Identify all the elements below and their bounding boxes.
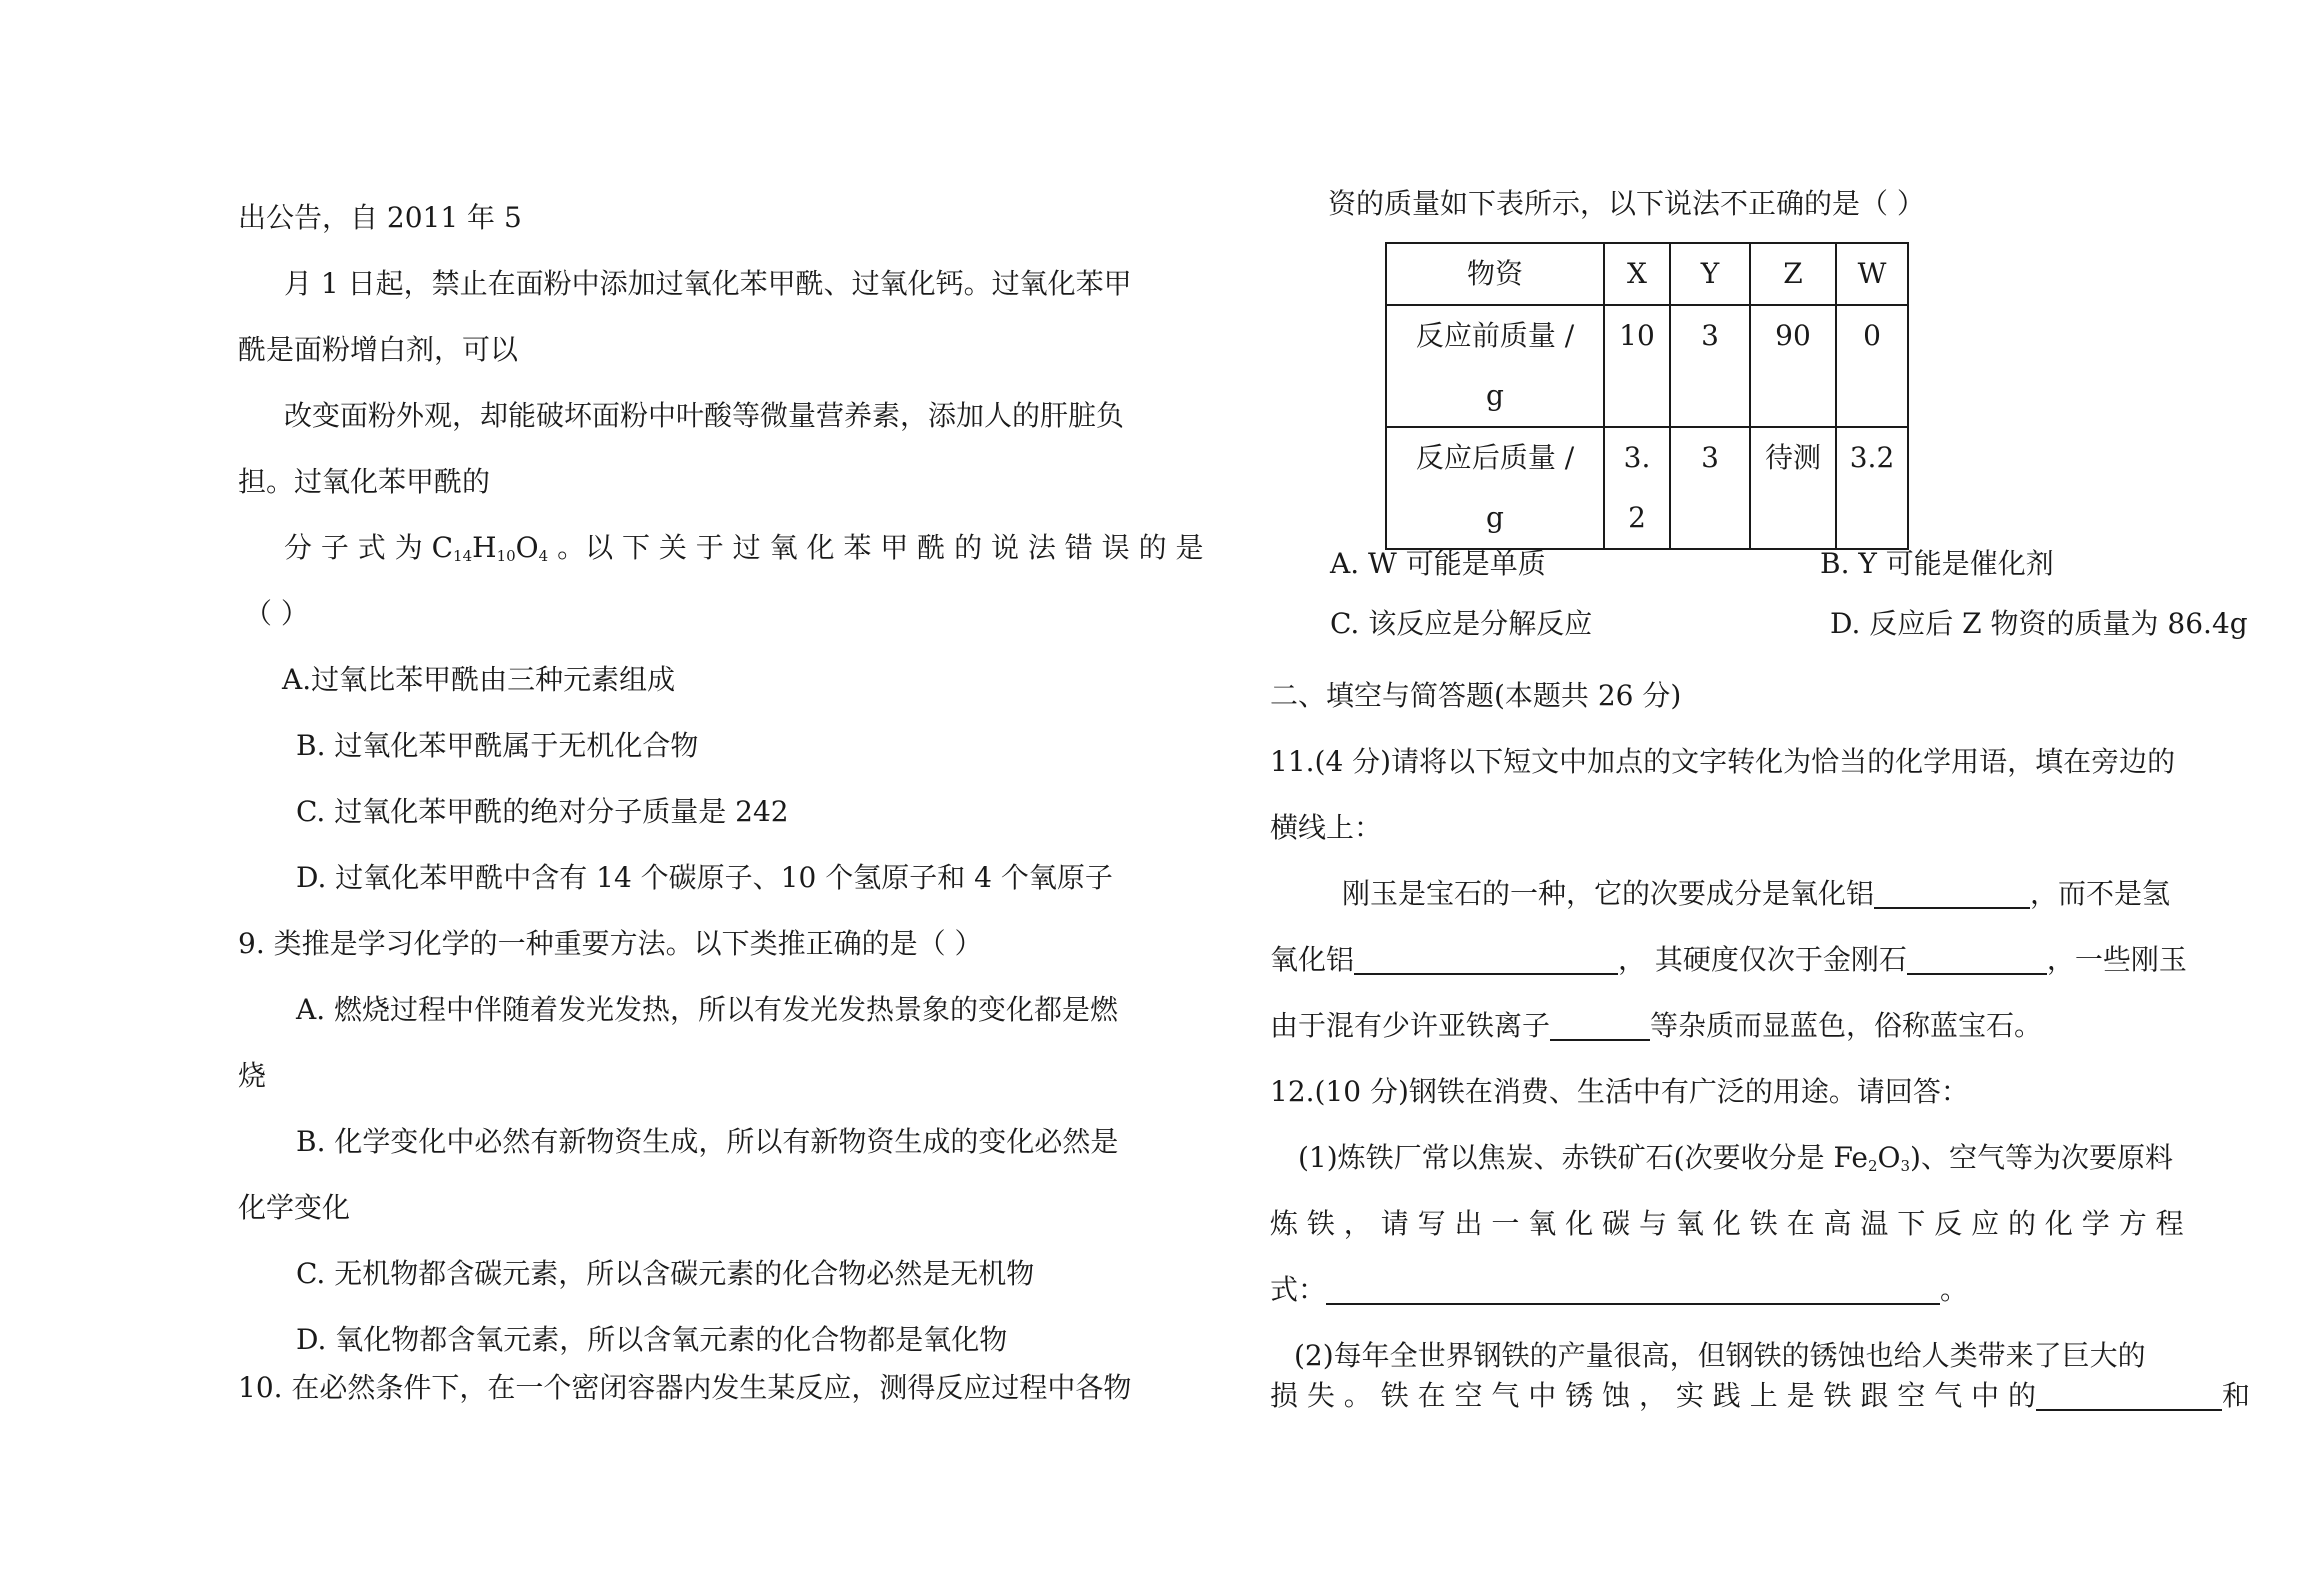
option-a: A.过氧比苯甲酰由三种元素组成: [282, 663, 676, 696]
fill-line: [1270, 1272, 1968, 1308]
text-line: 烧: [238, 1059, 267, 1092]
option-d: D. 氧化物都含氧元素，所以含氧元素的化合物都是氧化物: [296, 1323, 1008, 1356]
table-cell: 3: [1670, 427, 1750, 549]
fill-line: [1270, 942, 2187, 978]
text-span: 分 子 式 为: [284, 531, 432, 564]
text-line: 酰是面粉增白剂，可以: [238, 333, 519, 366]
text-line: 化学变化: [238, 1191, 351, 1224]
answer-blank[interactable]: [1550, 1011, 1650, 1041]
chemical-formula: $C_{14}H_{10}O_4$: [431, 531, 549, 565]
text-span: (1)炼铁厂常以焦炭、赤铁矿石(次要收分是: [1298, 1141, 1834, 1174]
answer-blank[interactable]: [1874, 879, 2030, 909]
text-span: 刚玉是宝石的一种，它的次要成分是氧化铝: [1342, 877, 1875, 910]
formula-line: [284, 530, 1203, 574]
table-cell: 10: [1604, 305, 1670, 427]
option-d: D. 过氧化苯甲酰中含有 14 个碳原子、10 个氢原子和 4 个氧原子: [296, 861, 1113, 894]
text-line: (2)每年全世界钢铁的产量很高，但钢铁的锈蚀也给人类带来了巨大的: [1294, 1339, 2146, 1372]
table-cell: 90: [1750, 305, 1836, 427]
question-9: 9. 类推是学习化学的一种重要方法。以下类推正确的是（ ）: [238, 927, 983, 960]
text-span: 和: [2222, 1379, 2251, 1412]
table-cell: 待测: [1750, 427, 1836, 549]
text-span: 损 失 。 铁 在 空 气 中 锈 蚀 ， 实 践 上 是 铁 跟 空 气 中 的: [1270, 1379, 2037, 1412]
table-cell: 反应后质量 / g: [1386, 427, 1604, 549]
option-a: A. 燃烧过程中伴随着发光发热，所以有发光发热景象的变化都是燃: [296, 993, 1119, 1026]
table-cell: 3: [1670, 305, 1750, 427]
table-header: 物资: [1386, 243, 1604, 305]
answer-blank[interactable]: [1354, 945, 1618, 975]
text-span: ， 其硬度仅次于金刚石: [1618, 943, 1907, 976]
table-header: Z: [1750, 243, 1836, 305]
text-line: 横线上：: [1270, 811, 1383, 844]
text-span: ，而不是氢: [2030, 877, 2171, 910]
text-span: 等杂质而显蓝色，俗称蓝宝石。: [1650, 1009, 2043, 1042]
answer-blank[interactable]: [2036, 1381, 2222, 1411]
table-header: Y: [1670, 243, 1750, 305]
question-11: 11.(4 分)请将以下短文中加点的文字转化为恰当的化学用语，填在旁边的: [1270, 745, 2176, 778]
question-12: 12.(10 分)钢铁在消费、生活中有广泛的用途。请回答：: [1270, 1075, 1969, 1108]
text-span: 。: [1940, 1273, 1969, 1306]
option-c: C. 该反应是分解反应: [1330, 607, 1593, 640]
text-span: 。以 下 关 于 过 氧 化 苯 甲 酰 的 说 法 错 误 的 是: [548, 531, 1204, 564]
formula-line: [1298, 1140, 2173, 1184]
text-span: 氧化铝: [1270, 943, 1355, 976]
text-span: 式：: [1270, 1273, 1327, 1306]
text-line: 资的质量如下表所示，以下说法不正确的是（ ）: [1328, 187, 1925, 220]
fill-line: [1270, 1008, 2042, 1044]
table-header: X: [1604, 243, 1670, 305]
option-b: B. Y 可能是催化剂: [1820, 547, 2054, 580]
table-cell: 3.2: [1836, 427, 1908, 549]
text-line: 月 1 日起，禁止在面粉中添加过氧化苯甲酰、过氧化钙。过氧化苯甲: [284, 267, 1132, 300]
answer-blank[interactable]: [1907, 945, 2047, 975]
option-c: C. 无机物都含碳元素，所以含碳元素的化合物必然是无机物: [296, 1257, 1035, 1290]
option-d: D. 反应后 Z 物资的质量为 86.4g: [1830, 607, 2248, 640]
answer-blank[interactable]: [1326, 1275, 1940, 1305]
fill-line: [1270, 1378, 2250, 1414]
mass-table: [1385, 242, 1909, 550]
chemical-formula: $Fe_2O_3$: [1833, 1141, 1911, 1175]
option-a: A. W 可能是单质: [1330, 547, 1546, 580]
table-cell: 反应前质量 / g: [1386, 305, 1604, 427]
text-span: )、空气等为次要原料: [1910, 1141, 2173, 1174]
question-10: 10. 在必然条件下，在一个密闭容器内发生某反应，测得反应过程中各物: [238, 1371, 1132, 1404]
text-span: 由于混有少许亚铁离子: [1270, 1009, 1551, 1042]
option-b: B. 过氧化苯甲酰属于无机化合物: [296, 729, 699, 762]
text-line: 担。过氧化苯甲酰的: [238, 465, 491, 498]
option-c: C. 过氧化苯甲酰的绝对分子质量是 242: [296, 795, 789, 828]
text-line: 出公告，自 2011 年 5: [238, 201, 522, 234]
text-line: 炼 铁 ， 请 写 出 一 氧 化 碳 与 氧 化 铁 在 高 温 下 反 应 的 化 学 方 程: [1270, 1207, 2184, 1240]
text-line: 改变面粉外观，却能破坏面粉中叶酸等微量营养素，添加人的肝脏负: [284, 399, 1125, 432]
table-header: W: [1836, 243, 1908, 305]
section-heading: 二、填空与简答题(本题共 26 分): [1270, 679, 1682, 712]
fill-line: [1342, 876, 2170, 912]
table-cell: 0: [1836, 305, 1908, 427]
text-span: ，一些刚玉: [2046, 943, 2187, 976]
answer-paren: （ ）: [244, 597, 309, 630]
table-cell: 3. 2: [1604, 427, 1670, 549]
option-b: B. 化学变化中必然有新物资生成，所以有新物资生成的变化必然是: [296, 1125, 1119, 1158]
